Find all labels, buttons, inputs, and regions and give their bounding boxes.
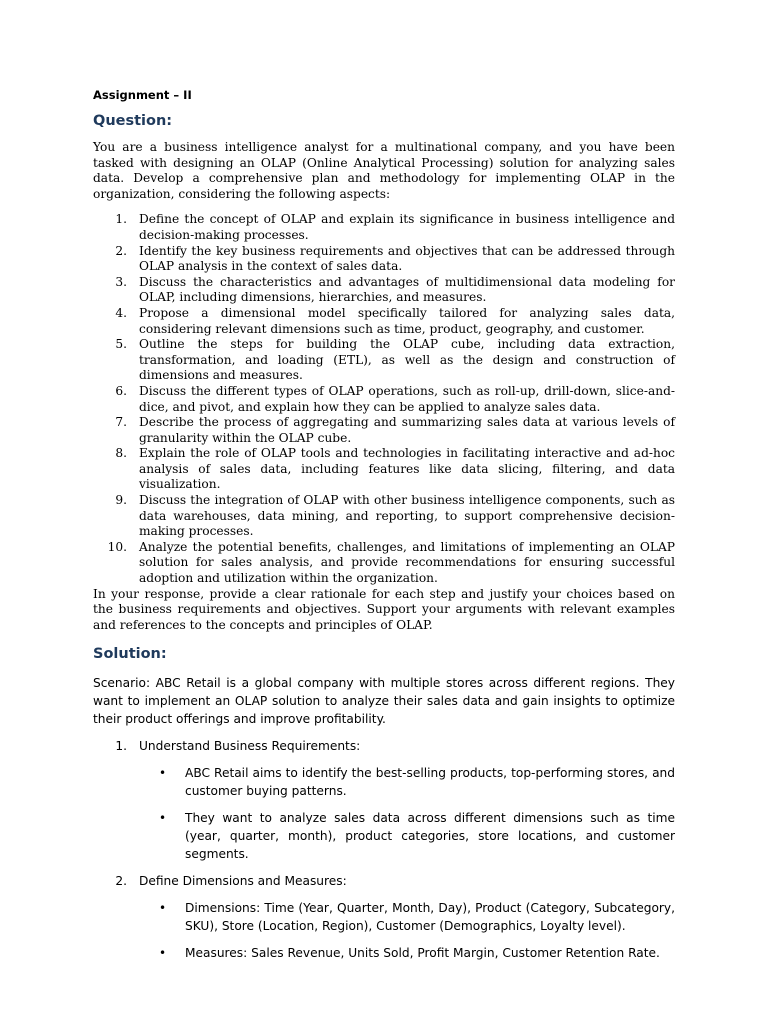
solution-scenario: Scenario: ABC Retail is a global company with multiple stores across different regions. They want to implement an OLAP solution to analyze their sales data and gain insights to optimize their product offerings and improve profitability.	[93, 676, 675, 727]
question-intro: You are a business intelligence analyst for a multinational company, and you have been tasked with designing an OLAP (Online Analytical Processing) solution for analyzing sales data. Develop a comprehensive plan and methodology for implementing OLAP in the organization, considering the following aspects:	[93, 140, 675, 201]
item-text: Discuss the different types of OLAP operations, such as roll-up, drill-down, slice-and-dice, and pivot, and explain how they can be applied to analyze sales data.	[139, 383, 675, 414]
solution-step	[93, 872, 675, 890]
list-item	[93, 337, 675, 384]
question-list	[93, 212, 675, 586]
item-number: 7.	[115, 415, 127, 430]
item-text: Define the concept of OLAP and explain its significance in business intelligence and decision-making processes.	[139, 212, 675, 242]
bullet-text: ABC Retail aims to identify the best-selling products, top-performing stores, and customer buying patterns.	[185, 766, 675, 799]
bullet-glyph: •	[159, 901, 167, 916]
bullet-item	[93, 809, 675, 863]
bullet-text: Dimensions: Time (Year, Quarter, Month, Day), Product (Category, Subcategory, SKU), Store (Location, Region), Customer (Demographics, Loyalty level).	[185, 901, 675, 934]
question-heading: Question:	[93, 113, 173, 129]
list-item	[93, 212, 675, 243]
step-title: Understand Business Requirements:	[139, 739, 361, 754]
question-closing: In your response, provide a clear rationale for each step and justify your choices based on the business requirements and objectives. Support your arguments with relevant examples and references to the concepts and principles of OLAP.	[93, 586, 675, 632]
item-text: Propose a dimensional model specifically tailored for analyzing sales data, considering relevant dimensions such as time, product, geography, and customer.	[139, 305, 675, 336]
solution-heading: Solution:	[93, 646, 167, 663]
bullet-glyph: •	[159, 946, 167, 961]
list-item	[93, 244, 675, 275]
item-number: 4.	[115, 305, 127, 320]
list-item	[93, 540, 675, 587]
item-text: Outline the steps for building the OLAP cube, including data extraction, transformation, and loading (ETL), as well as the design and construction of dimensions and measures.	[139, 337, 675, 383]
step-number: 2.	[115, 874, 127, 889]
document-page	[93, 86, 675, 962]
bullet-item	[93, 899, 675, 935]
item-number: 6.	[115, 383, 127, 398]
list-item	[93, 415, 675, 446]
item-number: 8.	[115, 446, 127, 461]
item-text: Discuss the integration of OLAP with other business intelligence components, such as data warehouses, data mining, and reporting, to support comprehensive decision-making processes.	[139, 493, 675, 539]
bullet-text: They want to analyze sales data across different dimensions such as time (year, quarter, month), product categories, store locations, and customer segments.	[185, 811, 675, 862]
solution-step	[93, 737, 675, 755]
item-text: Identify the key business requirements and objectives that can be addressed through OLAP analysis in the context of sales data.	[139, 243, 675, 274]
list-item	[93, 446, 675, 493]
list-item	[93, 493, 675, 540]
item-number: 1.	[115, 212, 127, 227]
step-title: Define Dimensions and Measures:	[139, 874, 347, 889]
item-text: Analyze the potential benefits, challenges, and limitations of implementing an OLAP solution for sales analysis, and provide recommendations for ensuring successful adoption and utilization within the organization.	[139, 539, 675, 586]
bullet-list	[93, 899, 675, 962]
item-text: Explain the role of OLAP tools and technologies in facilitating interactive and ad-hoc analysis of sales data, including features like data slicing, filtering, and data visualization.	[139, 446, 675, 492]
assignment-title: Assignment – II	[93, 88, 192, 102]
bullet-item	[93, 944, 675, 962]
item-number: 3.	[115, 274, 127, 289]
bullet-glyph: •	[159, 766, 167, 781]
list-item	[93, 384, 675, 415]
bullet-item	[93, 764, 675, 800]
step-number: 1.	[115, 739, 127, 754]
item-number: 5.	[115, 337, 127, 352]
item-number: 2.	[115, 243, 127, 258]
item-number: 9.	[115, 493, 127, 508]
list-item	[93, 306, 675, 337]
list-item	[93, 275, 675, 306]
item-number: 10.	[107, 539, 127, 554]
item-text: Discuss the characteristics and advantages of multidimensional data modeling for OLAP, including dimensions, hierarchies, and measures.	[139, 274, 675, 305]
item-text: Describe the process of aggregating and summarizing sales data at various levels of granularity within the OLAP cube.	[139, 415, 675, 445]
bullet-text: Measures: Sales Revenue, Units Sold, Profit Margin, Customer Retention Rate.	[185, 946, 660, 961]
bullet-glyph: •	[159, 811, 167, 826]
bullet-list	[93, 764, 675, 863]
